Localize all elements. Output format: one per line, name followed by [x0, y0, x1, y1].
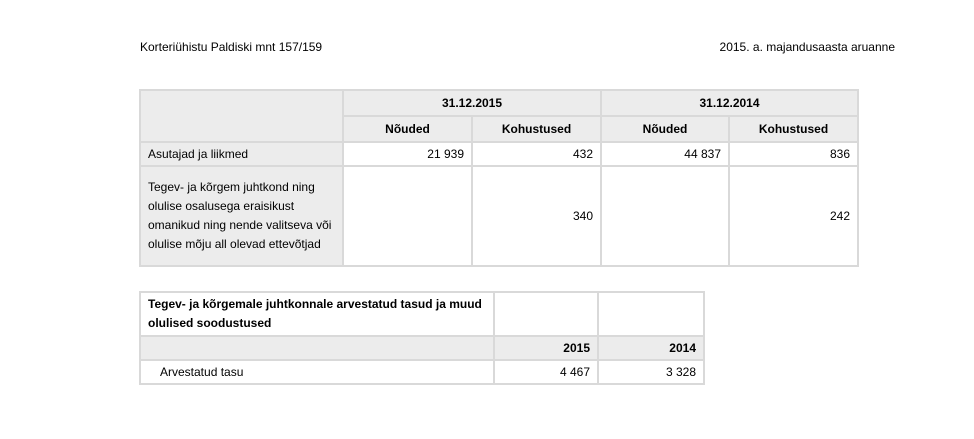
related-party-balances-table	[139, 89, 859, 267]
table-row	[140, 360, 704, 384]
col-header-liabilities: Kohustused	[472, 116, 601, 142]
management-compensation-table	[139, 291, 705, 385]
cell-value: 3 328	[598, 360, 704, 384]
year-header-2015: 2015	[494, 336, 598, 360]
cell-value: 242	[729, 166, 858, 266]
cell-value: 836	[729, 142, 858, 166]
company-name: Korteriühistu Paldiski mnt 157/159	[140, 40, 323, 54]
row-label: Asutajad ja liikmed	[140, 142, 343, 166]
year-header-2014: 2014	[598, 336, 704, 360]
empty-header-cell	[598, 292, 704, 336]
report-title: 2015. a. majandusaasta aruanne	[719, 40, 895, 54]
col-header-liabilities: Kohustused	[729, 116, 858, 142]
cell-value: 44 837	[601, 142, 729, 166]
table-row	[140, 166, 858, 266]
empty-header-cell	[140, 90, 343, 142]
table-row	[140, 142, 858, 166]
period-header-2015: 31.12.2015	[343, 90, 601, 116]
row-label: Arvestatud tasu	[140, 360, 494, 384]
cell-value: 4 467	[494, 360, 598, 384]
empty-header-cell	[494, 292, 598, 336]
cell-value: 432	[472, 142, 601, 166]
period-header-2014: 31.12.2014	[601, 90, 858, 116]
row-label: Tegev- ja kõrgem juhtkond ning olulise osalusega eraisikust omanikud ning nende valitseva või olulise mõju all olevad ettevõtjad	[140, 166, 343, 266]
cell-value: 21 939	[343, 142, 472, 166]
col-header-receivables: Nõuded	[601, 116, 729, 142]
cell-value	[343, 166, 472, 266]
cell-value	[601, 166, 729, 266]
empty-header-cell	[140, 336, 494, 360]
col-header-receivables: Nõuded	[343, 116, 472, 142]
table-title: Tegev- ja kõrgemale juhtkonnale arvestatud tasud ja muud olulised soodustused	[140, 292, 494, 336]
cell-value: 340	[472, 166, 601, 266]
